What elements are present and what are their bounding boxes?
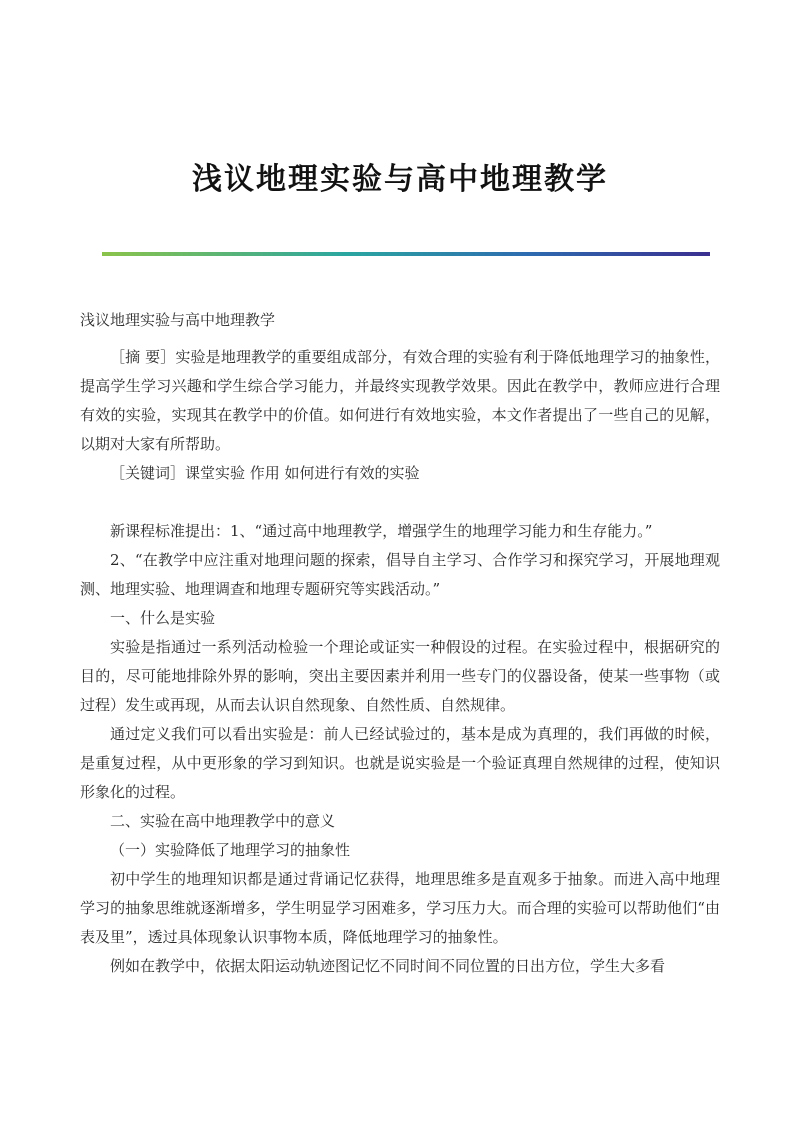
title-divider <box>102 252 710 256</box>
subsection-heading: （一）实验降低了地理学习的抽象性 <box>110 841 351 859</box>
body-paragraph: 2、“在教学中应注重对地理问题的探索，倡导自主学习、合作学习和探究学习，开展地理观测、地理实验、地理调查和地理专题研究等实践活动。” <box>80 551 720 598</box>
document-title: 浅议地理实验与高中地理教学 <box>192 162 608 197</box>
article-subtitle: 浅议地理实验与高中地理教学 <box>80 311 276 329</box>
body-paragraph: 实验是指通过一系列活动检验一个理论或证实一种假设的过程。在实验过程中，根据研究的目的，尽可能地排除外界的影响，突出主要因素并利用一些专门的仪器设备，使某一些事物（或过程）发生或再现，从而去认识自然现象、自然性质、自然规律。 <box>80 638 720 714</box>
section-heading: 一、什么是实验 <box>110 609 216 627</box>
keywords-line: ［关键词］课堂实验 作用 如何进行有效的实验 <box>110 464 420 482</box>
body-paragraph: 通过定义我们可以看出实验是：前人已经试验过的，基本是成为真理的，我们再做的时候，是重复过程，从中更形象的学习到知识。也就是说实验是一个验证真理自然规律的过程，使知识形象化的过程。 <box>80 725 720 801</box>
spacer <box>80 488 720 517</box>
section-heading: 二、实验在高中地理教学中的意义 <box>110 812 336 830</box>
body-paragraph: 新课程标准提出：1、“通过高中地理教学，增强学生的地理学习能力和生存能力。” <box>110 522 653 540</box>
abstract-paragraph: ［摘 要］实验是地理教学的重要组成部分，有效合理的实验有利于降低地理学习的抽象性，提高学生学习兴趣和学生综合学习能力，并最终实现教学效果。因此在教学中，教师应进行合理有效的实验，实现其在教学中的价值。如何进行有效地实验，本文作者提出了一些自己的见解，以期对大家有所帮助。 <box>80 348 720 453</box>
body-paragraph: 初中学生的地理知识都是通过背诵记忆获得，地理思维多是直观多于抽象。而进入高中地理学习的抽象思维就逐渐增多，学生明显学习困难多，学习压力大。而合理的实验可以帮助他们“由表及里”，透过具体现象认识事物本质，降低地理学习的抽象性。 <box>80 870 720 946</box>
spacer <box>80 335 720 343</box>
body-paragraph: 例如在教学中，依据太阳运动轨迹图记忆不同时间不同位置的日出方位，学生大多看 <box>110 957 666 975</box>
document-body <box>80 306 720 981</box>
